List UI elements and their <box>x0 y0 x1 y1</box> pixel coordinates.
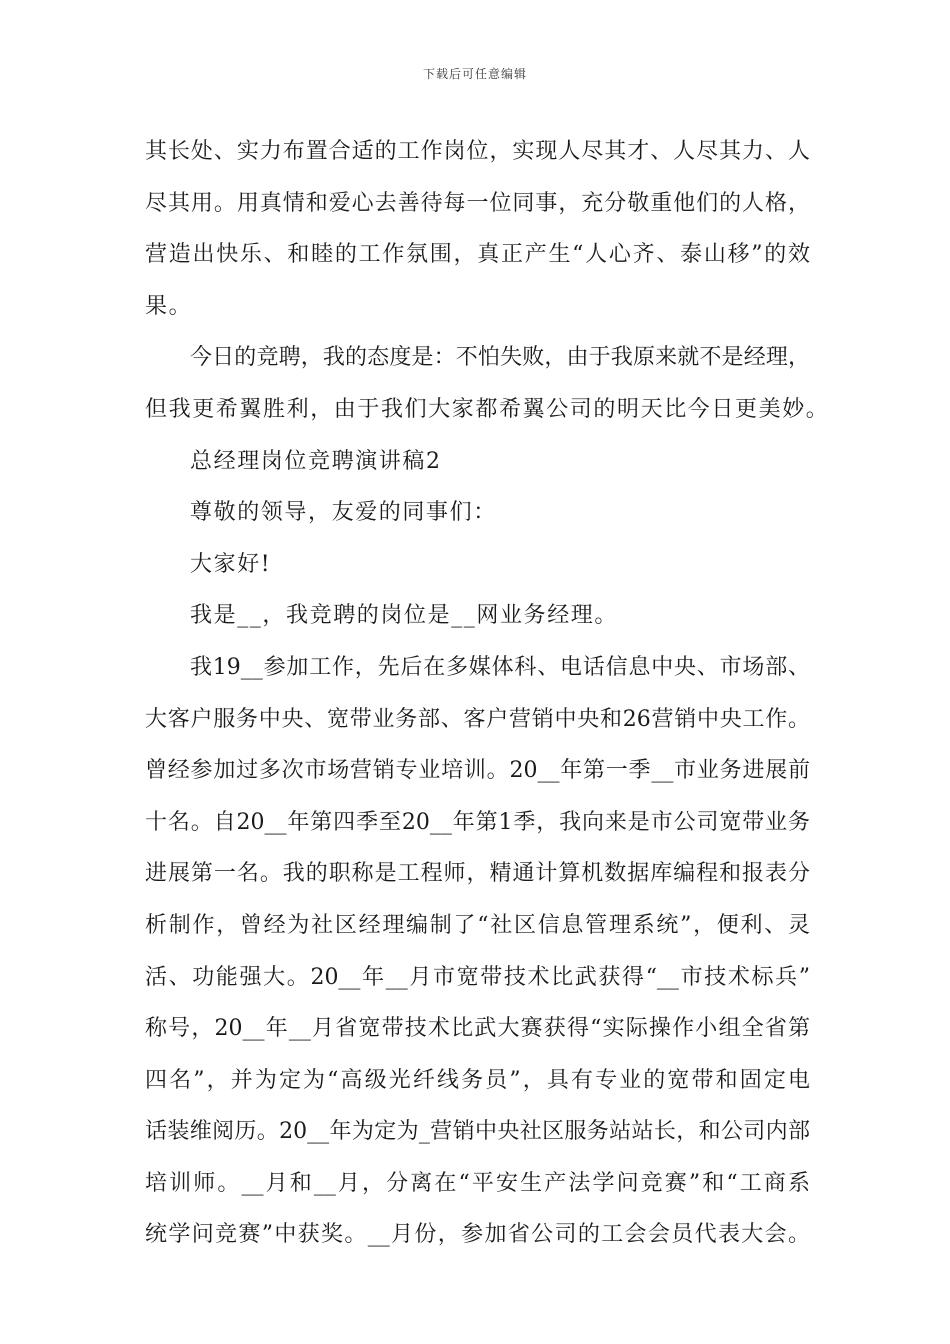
text-line: 其长处、实力布置合适的工作岗位，实现人尽其才、人尽其力、人 <box>145 139 810 164</box>
text-line: 尽其用。用真情和爱心去善待每一位同事，充分敬重他们的人格， <box>145 190 810 216</box>
text-line: 进展第一名。我的职称是工程师，精通计算机数据库编程和报表分 <box>145 861 810 887</box>
text-line: 称号，20__年__月省宽带技术比武大赛获得“实际操作小组全省第 <box>145 1016 810 1042</box>
text-line: 我是__，我竞聘的岗位是__网业务经理。 <box>190 603 619 629</box>
text-line: 今日的竞聘，我的态度是：不怕失败，由于我原来就不是经理， <box>190 345 810 371</box>
text-line: 十名。自20__年第四季至20__年第1季，我向来是市公司宽带业务 <box>145 809 810 835</box>
text-line: 四名”，并为定为“高级光纤线务员”，具有专业的宽带和固定电 <box>145 1067 810 1093</box>
text-line: 统学问竞赛”中获奖。__月份，参加省公司的工会会员代表大会。 <box>145 1222 810 1248</box>
text-line: 培训师。__月和__月，分离在“平安生产法学问竞赛”和“工商系 <box>145 1170 810 1196</box>
text-line: 但我更希翼胜利，由于我们大家都希翼公司的明天比今日更美妙。 <box>145 396 830 422</box>
text-line: 话装维阅历。20__年为定为_营销中央社区服务站站长，和公司内部 <box>145 1119 810 1145</box>
text-line: 营造出快乐、和睦的工作氛围，真正产生“人心齐、泰山移”的效 <box>145 242 810 268</box>
section-title: 总经理岗位竞聘演讲稿2 <box>190 448 442 474</box>
text-line: 活、功能强大。20__年__月市宽带技术比武获得“__市技术标兵” <box>145 964 810 990</box>
page-header: 下载后可任意编辑 <box>422 67 527 81</box>
document-body <box>145 130 830 1265</box>
salutation: 尊敬的领导，友爱的同事们： <box>190 500 497 526</box>
text-line: 析制作，曾经为社区经理编制了“社区信息管理系统”，便利、灵 <box>145 912 810 938</box>
text-line: 大客户服务中央、宽带业务部、客户营销中央和26营销中央工作。 <box>145 706 810 732</box>
text-line: 果。 <box>145 293 193 319</box>
text-line: 曾经参加过多次市场营销专业培训。20__年第一季__市业务进展前 <box>145 758 810 784</box>
text-line: 我19__参加工作，先后在多媒体科、电话信息中央、市场部、 <box>190 654 810 680</box>
greeting: 大家好! <box>190 551 272 577</box>
